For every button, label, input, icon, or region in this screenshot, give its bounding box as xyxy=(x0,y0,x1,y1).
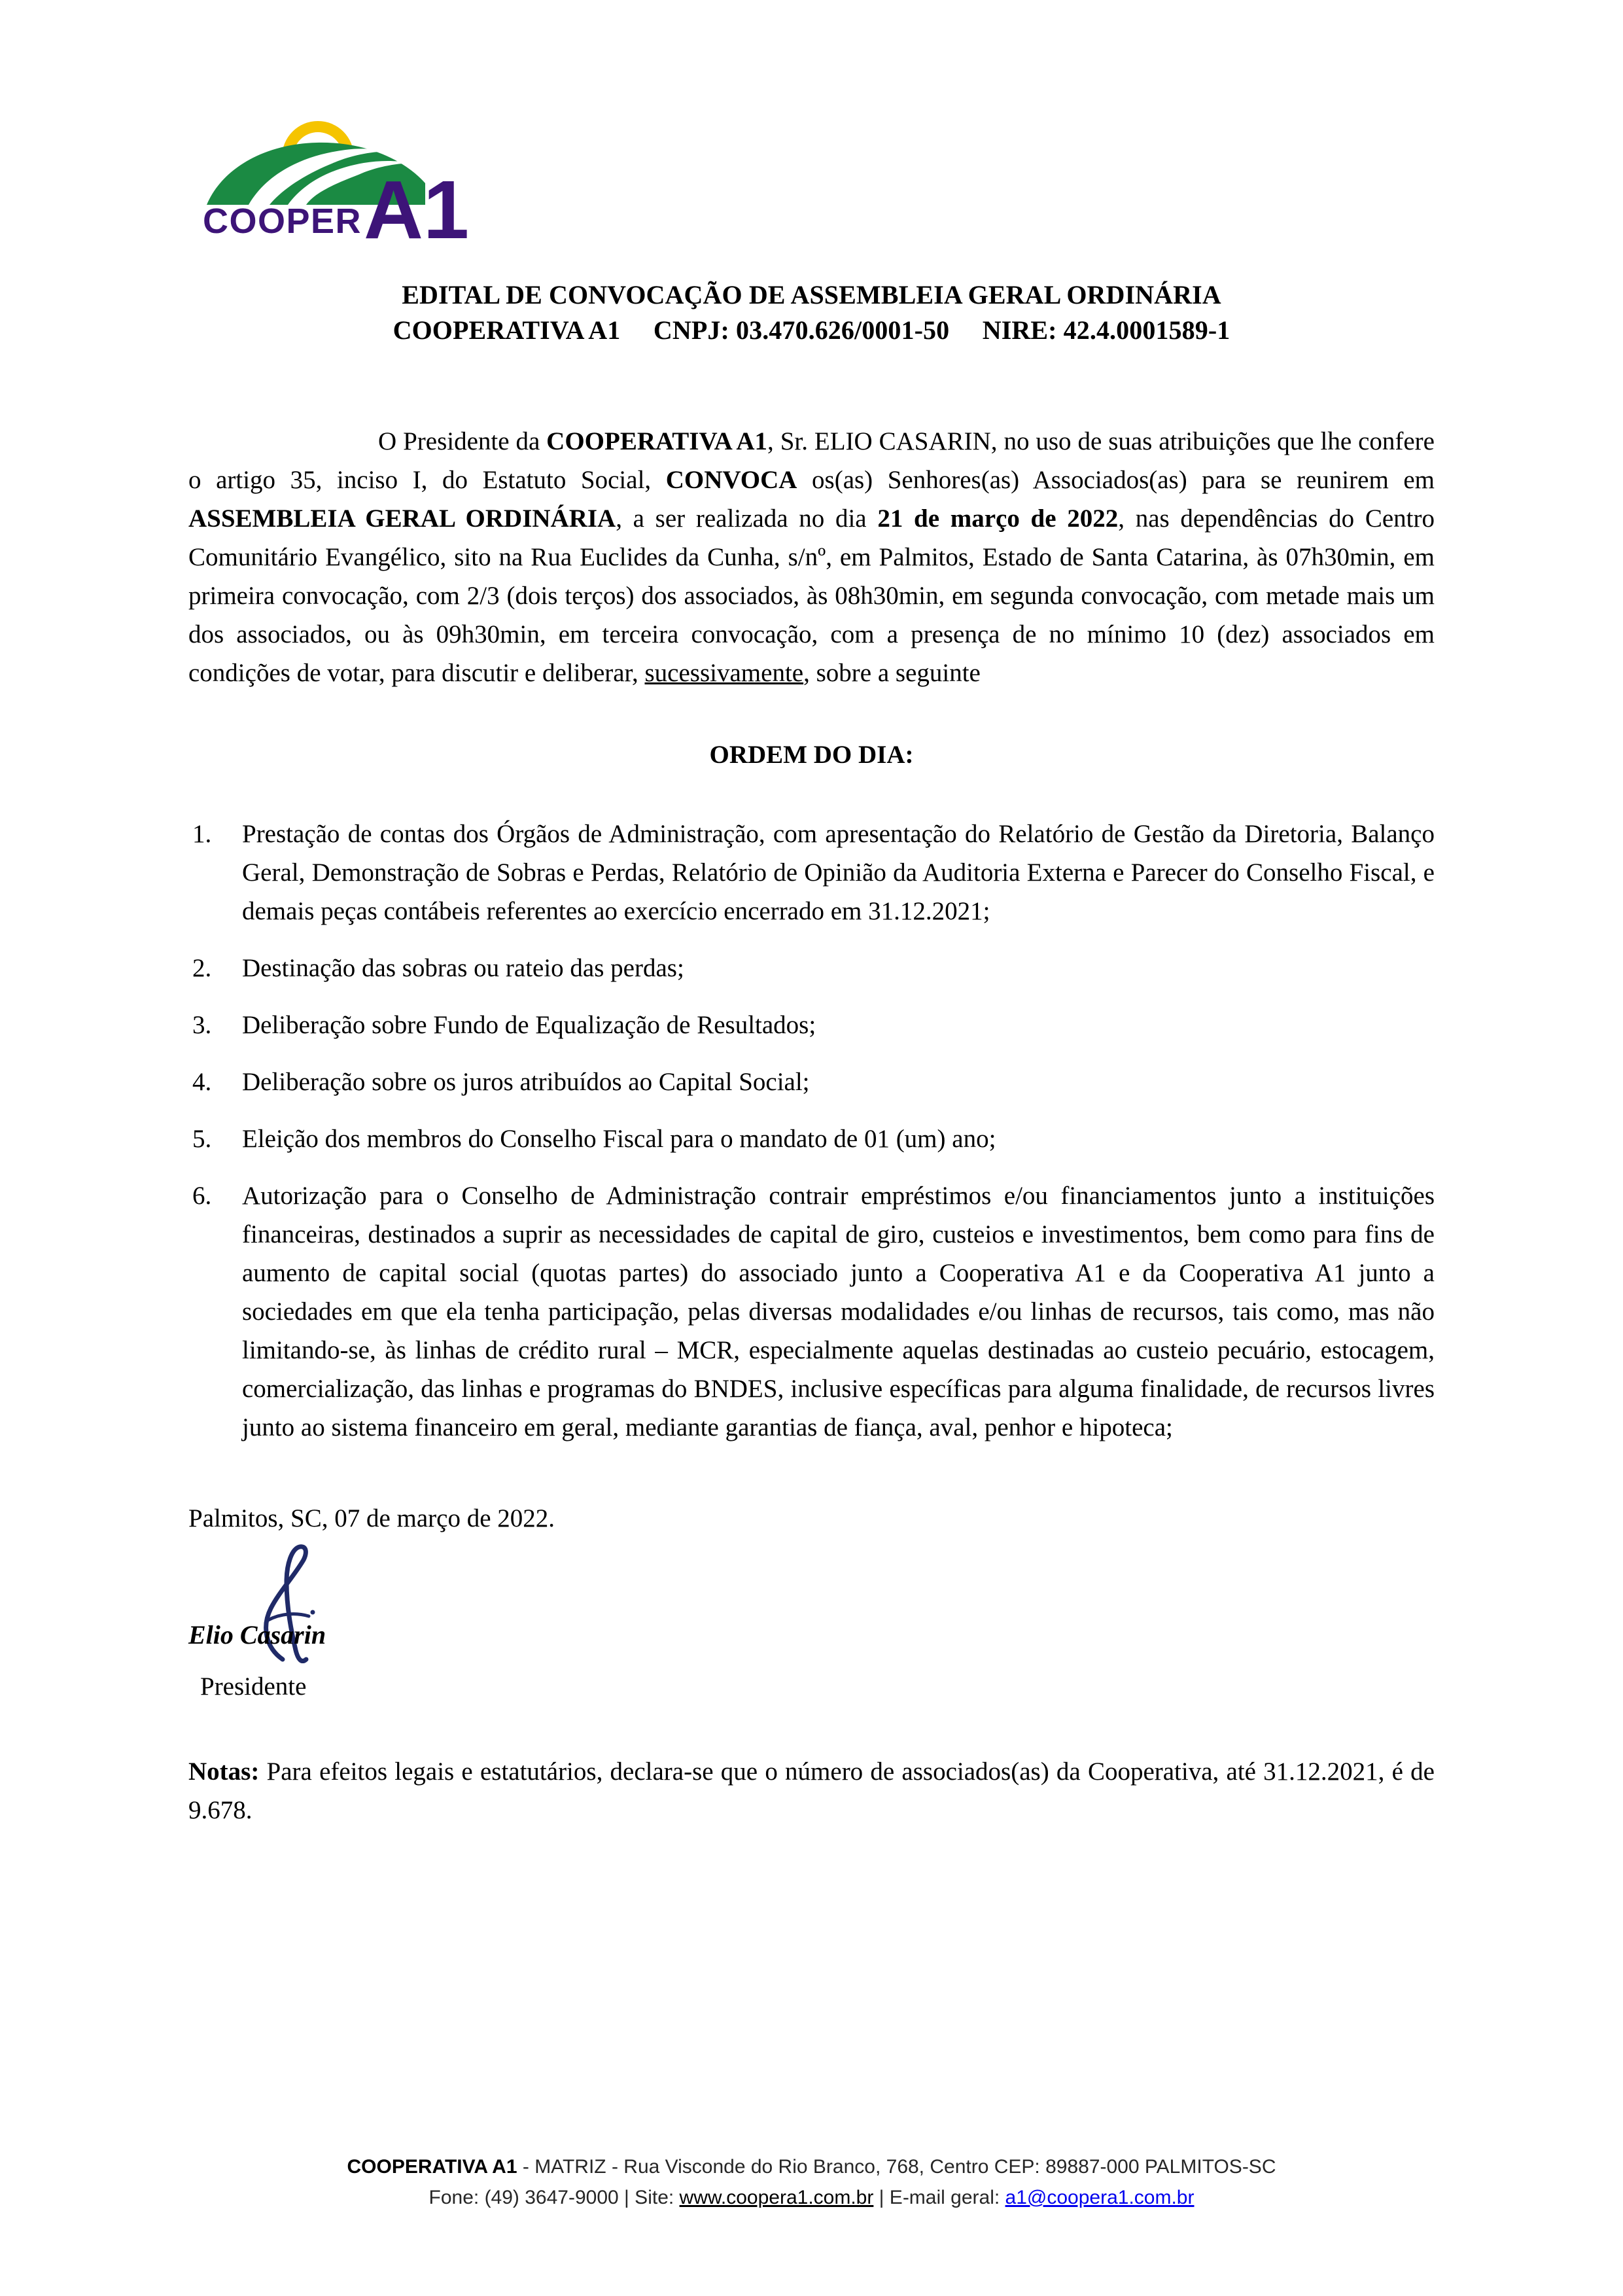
agenda-item: Autorização para o Conselho de Administração contrair empréstimos e/ou financiamentos junto a instituições financeiras, destinados a suprir as necessidades de capital de giro, custeios e investimentos, bem como para fins de aumento de capital social (quotas partes) do associado junto a Cooperativa A1 e da Cooperativa A1 junto a sociedades em que ela tenha participação, pelas diversas modalidades e/ou linhas de recursos, tais como, mas não limitando-se, às linhas de crédito rural – MCR, especialmente aquelas destinadas ao custeio pecuário, estocagem, comercialização, das linhas e programas do BNDES, inclusive específicas para alguma finalidade, de recursos livres junto ao sistema financeiro em geral, mediante garantias de fiança, aval, penhor e hipoteca; xyxy=(242,1182,1435,1441)
signature-block xyxy=(188,1540,1435,1669)
opening-seg-6: , sobre a seguinte xyxy=(803,659,981,687)
opening-bold-date: 21 de março de 2022 xyxy=(877,504,1119,533)
footer-contact-line xyxy=(188,2182,1435,2213)
footer-address-line xyxy=(188,2151,1435,2182)
opening-bold-cooperativa: COOPERATIVA A1 xyxy=(546,427,768,455)
opening-seg-2: , Sr. ELIO CASARIN, no uso de suas atribuições que lhe confere o artigo 35, inciso I, do Estatuto Social, xyxy=(188,427,1435,494)
signature-name: Elio Casarin xyxy=(188,1620,326,1650)
notes-text: Para efeitos legais e estatutários, declara-se que o número de associados(as) da Cooperativa, até 31.12.2021, é de 9.678. xyxy=(188,1757,1435,1824)
notes-paragraph xyxy=(188,1705,1435,1829)
logo-artwork xyxy=(188,84,496,241)
footer-phone: Fone: (49) 3647-9000 | Site: xyxy=(428,2187,680,2208)
opening-seg-4: , a ser realizada no dia xyxy=(616,504,878,533)
opening-seg-3: os(as) Senhores(as) Associados(as) para se reunirem em xyxy=(797,466,1435,494)
logo-brand-word: COOPER xyxy=(203,202,362,241)
place-and-date: Palmitos, SC, 07 de março de 2022. xyxy=(188,1504,555,1532)
opening-bold-convoca: CONVOCA xyxy=(665,466,797,494)
logo-brand-mark: A1 xyxy=(364,164,470,241)
agenda-list xyxy=(188,815,1435,1447)
agenda-item: Destinação das sobras ou rateio das perdas; xyxy=(242,954,684,982)
agenda-item: Eleição dos membros do Conselho Fiscal para o mandato de 01 (um) ano; xyxy=(242,1125,996,1153)
document-subtitle: COOPERATIVA A1 CNPJ: 03.470.626/0001-50 NIRE: 42.4.0001589-1 xyxy=(393,315,1230,345)
opening-seg-5: , nas dependências do Centro Comunitário Evangélico, sito na Rua Euclides da Cunha, s/nº, em Palmitos, Estado de Santa Catarina, às 07h30min, em primeira convocação, com 2/3 (dois terços) dos associados, às 08h30min, em segunda convocação, com metade mais um dos associados, ou às 09h30min, em terceira convocação, com a presença de no mínimo 10 (dez) associados em condições de votar, para discutir e deliberar, xyxy=(188,504,1435,687)
opening-paragraph xyxy=(188,422,1435,692)
footer-email-link[interactable]: a1@coopera1.com.br xyxy=(1005,2187,1195,2208)
agenda-item: Prestação de contas dos Órgãos de Administração, com apresentação do Relatório de Gestão da Diretoria, Balanço Geral, Demonstração de Sobras e Perdas, Relatório de Opinião da Auditoria Externa e Parecer do Conselho Fiscal, e demais peças contábeis referentes ao exercício encerrado em 31.12.2021; xyxy=(242,820,1435,925)
opening-seg-1: O Presidente da xyxy=(378,427,547,455)
agenda-item: Deliberação sobre os juros atribuídos ao Capital Social; xyxy=(242,1068,810,1096)
footer-website-link[interactable]: www.coopera1.com.br xyxy=(679,2187,874,2208)
signature-role: Presidente xyxy=(200,1672,307,1701)
cooper-a1-logo xyxy=(188,84,496,241)
document-body xyxy=(188,422,1435,1829)
document-header xyxy=(188,277,1435,348)
document-title: EDITAL DE CONVOCAÇÃO DE ASSEMBLEIA GERAL ORDINÁRIA xyxy=(402,280,1221,309)
footer-address: - MATRIZ - Rua Visconde do Rio Branco, 768, Centro CEP: 89887-000 PALMITOS-SC xyxy=(517,2156,1276,2178)
footer-company-name: COOPERATIVA A1 xyxy=(347,2156,517,2178)
footer-separator: | E-mail geral: xyxy=(873,2187,1005,2208)
opening-underline-sucessivamente: sucessivamente xyxy=(644,659,804,687)
notes-label: Notas: xyxy=(188,1757,260,1786)
opening-bold-assembleia: ASSEMBLEIA GERAL ORDINÁRIA xyxy=(188,504,616,533)
document-footer xyxy=(188,2151,1435,2213)
agenda-heading: ORDEM DO DIA: xyxy=(709,741,914,769)
agenda-item: Deliberação sobre Fundo de Equalização de Resultados; xyxy=(242,1011,816,1039)
